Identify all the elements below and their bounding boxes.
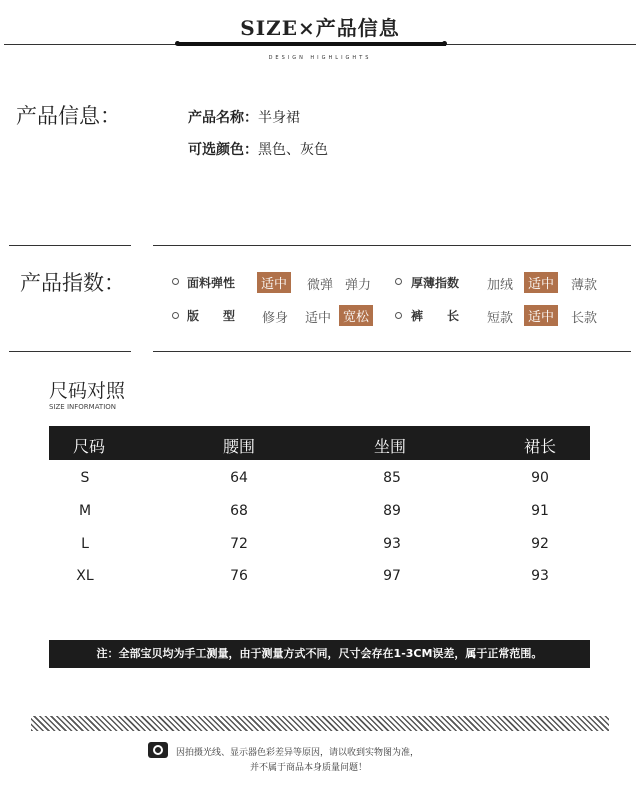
- bullet-icon: [395, 312, 402, 319]
- table-header-waist: 腰围: [222, 437, 255, 456]
- disclaimer-line-2: 并不属于商品本身质量问题！: [250, 763, 368, 773]
- bullet-icon: [172, 278, 179, 285]
- index-rule-top-right: [153, 245, 631, 246]
- table-cell: 91: [531, 503, 549, 519]
- index-rule-top-left: [9, 245, 131, 246]
- index-rule-bottom-right: [153, 351, 631, 352]
- index-option: 适中: [305, 311, 332, 326]
- bullet-icon: [172, 312, 179, 319]
- size-chart-subtitle: SIZE INFORMATION: [49, 403, 117, 411]
- table-cell: 89: [383, 503, 401, 519]
- table-header-size: 尺码: [72, 437, 105, 456]
- index-key-thickness: 厚薄指数: [411, 276, 460, 290]
- index-option: 微弹: [307, 278, 334, 293]
- index-option: 加绒: [487, 278, 514, 293]
- index-option-selected: 适中: [524, 272, 558, 293]
- header-subtitle: DESIGN HIGHLIGHTS: [268, 55, 372, 61]
- table-header-hip: 坐围: [373, 437, 406, 456]
- table-cell: S: [80, 470, 90, 486]
- product-info-label: 产品信息：: [16, 104, 121, 128]
- product-color-line: [188, 139, 328, 159]
- table-cell: 68: [230, 503, 248, 519]
- index-key-pants-length: 裤 长: [411, 309, 460, 323]
- table-cell: M: [78, 503, 92, 519]
- table-cell: 97: [383, 568, 401, 584]
- index-option: 弹力: [345, 278, 372, 293]
- header-dot-left: [175, 41, 180, 46]
- table-cell: XL: [76, 568, 94, 584]
- bullet-icon: [395, 278, 402, 285]
- measurement-note: 注：全部宝贝均为手工测量，由于测量方式不同，尺寸会存在1-3CM误差，属于正常范围。: [49, 640, 590, 668]
- index-rule-bottom-left: [9, 351, 131, 352]
- product-color-value: 黑色、灰色: [258, 142, 328, 158]
- table-cell: 90: [531, 470, 549, 486]
- index-option-selected: 宽松: [339, 305, 373, 326]
- table-cell: 93: [383, 536, 401, 552]
- camera-lens: [153, 745, 163, 755]
- table-cell: 92: [531, 536, 549, 552]
- table-cell: 93: [531, 568, 549, 584]
- table-cell: 64: [230, 470, 248, 486]
- index-option: 短款: [487, 311, 514, 326]
- product-name-line: [188, 107, 300, 127]
- index-option: 薄款: [571, 278, 598, 293]
- product-name-key: 产品名称：: [188, 110, 258, 126]
- table-cell: 72: [230, 536, 248, 552]
- page-title: SIZE×产品信息: [240, 16, 400, 40]
- disclaimer-line-1: 因拍摄光线、显示器色彩差异等原因，请以收到实物图为准，: [176, 748, 420, 758]
- product-index-label: 产品指数：: [20, 271, 125, 295]
- header-dot-right: [442, 41, 447, 46]
- table-cell: 85: [383, 470, 401, 486]
- header-bar: [178, 42, 446, 46]
- index-key-fit: 版 型: [187, 309, 236, 323]
- table-cell: 76: [230, 568, 248, 584]
- index-key-fabric-elasticity: 面料弹性: [187, 276, 236, 290]
- table-header-skirt-length: 裙长: [523, 437, 556, 456]
- index-option-selected: 适中: [257, 272, 291, 293]
- index-option: 修身: [262, 311, 289, 326]
- product-color-key: 可选颜色：: [188, 142, 258, 158]
- size-chart-title: 尺码对照: [49, 380, 126, 402]
- index-option: 长款: [571, 311, 598, 326]
- hatch-divider: [31, 716, 609, 731]
- index-option-selected: 适中: [524, 305, 558, 326]
- product-name-value: 半身裙: [258, 110, 300, 126]
- table-cell: L: [81, 536, 89, 552]
